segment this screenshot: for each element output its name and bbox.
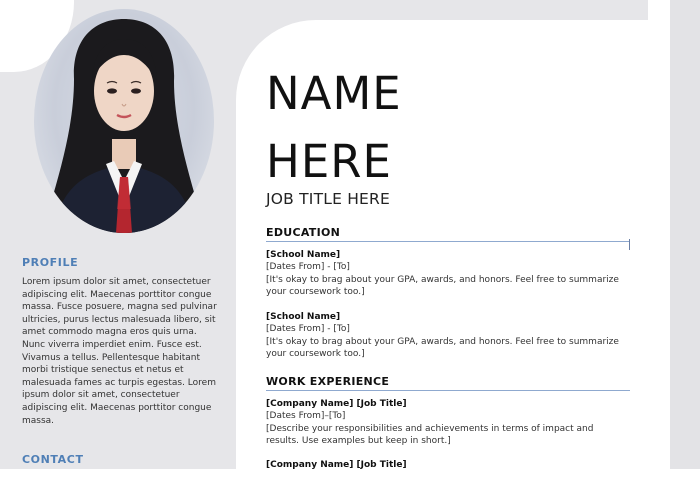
education-entry xyxy=(266,249,626,299)
work-entry xyxy=(266,398,626,448)
work-entry xyxy=(266,459,626,471)
name-heading xyxy=(266,60,526,196)
job-title: JOB TITLE HERE xyxy=(266,190,391,208)
work-dates: [Dates From]–[To] xyxy=(266,411,346,422)
education-dates: [Dates From] - [To] xyxy=(266,324,350,335)
text-cursor xyxy=(629,239,630,250)
education-entry xyxy=(266,311,626,361)
profile-text: Lorem ipsum dolor sit amet, consectetuer adipiscing elit. Maecenas porttitor congue massa. Fusce posuere, magna sed pulvinar ultricies, purus lectus malesuada libero, sit amet commodo magna eros quis urna. Nunc viverra imperdiet enim. Fusce est. Vivamus a tellus. Pellentesque habitant morbi tristique senectus et netus et malesuada fames ac turpis egestas. Lorem ipsum dolor sit amet, consectetuer adipiscing elit. Maecenas porttitor congue massa. xyxy=(22,277,217,426)
education-dates: [Dates From] - [To] xyxy=(266,262,350,273)
school-name: [School Name] xyxy=(266,250,341,260)
job-entry-title: [Company Name] [Job Title] xyxy=(266,460,407,470)
portrait-illustration xyxy=(34,9,214,233)
contact-heading: CONTACT xyxy=(22,453,84,466)
education-heading: EDUCATION xyxy=(266,226,630,242)
profile-photo xyxy=(34,9,214,233)
education-description: [It's okay to brag about your GPA, awards, and honors. Feel free to summarize your coursework too.] xyxy=(266,274,619,298)
profile-heading: PROFILE xyxy=(22,256,79,269)
school-name: [School Name] xyxy=(266,312,341,322)
resume-sidebar xyxy=(0,0,236,469)
right-margin-strip xyxy=(670,0,700,469)
education-description: [It's okay to brag about your GPA, awards, and honors. Feel free to summarize your coursework too.] xyxy=(266,336,619,360)
name-line-1: NAME xyxy=(266,67,402,120)
work-description: [Describe your responsibilities and achievements in terms of impact and results. Use examples but keep in short.] xyxy=(266,423,594,447)
job-entry-title: [Company Name] [Job Title] xyxy=(266,399,407,409)
work-experience-heading: WORK EXPERIENCE xyxy=(266,375,630,391)
name-line-2: HERE xyxy=(266,135,392,188)
